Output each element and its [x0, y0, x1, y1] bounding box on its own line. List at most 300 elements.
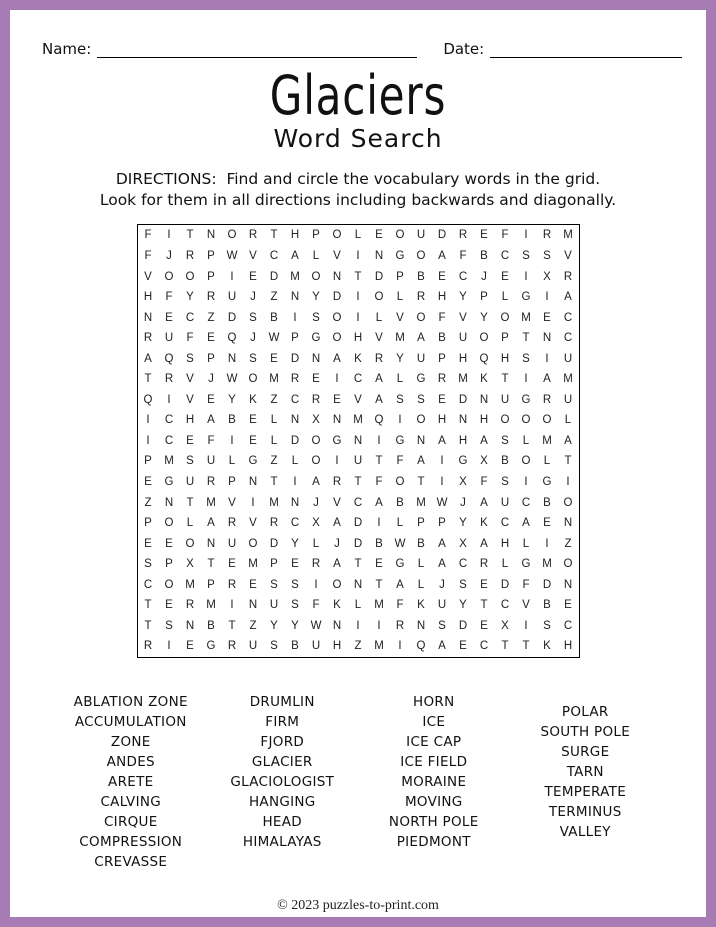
grid-letter: N: [332, 414, 342, 427]
grid-letter: N: [332, 270, 342, 283]
grid-letter: E: [270, 352, 278, 365]
grid-letter: F: [396, 455, 404, 468]
grid-letter: Y: [480, 311, 488, 324]
grid-letter: G: [164, 475, 174, 488]
grid-letter: L: [375, 311, 383, 324]
grid-letter: C: [143, 578, 153, 591]
grid-letter: E: [165, 537, 173, 550]
grid-letter: P: [207, 578, 215, 591]
grid-letter: F: [165, 291, 173, 304]
grid-letter: C: [479, 640, 489, 653]
grid-letter: U: [500, 496, 510, 509]
grid-letter: W: [310, 619, 322, 632]
grid-letter: O: [542, 414, 552, 427]
grid-letter: I: [377, 434, 381, 447]
grid-letter: H: [437, 414, 447, 427]
grid-letter: U: [185, 475, 195, 488]
grid-letter: A: [291, 249, 299, 262]
grid-letter: L: [270, 414, 278, 427]
grid-letter: D: [458, 393, 468, 406]
grid-letter: L: [270, 434, 278, 447]
grid-letter: A: [543, 373, 551, 386]
grid-letter: U: [416, 229, 426, 242]
grid-letter: E: [480, 619, 488, 632]
grid-letter: I: [377, 619, 381, 632]
grid-letter: G: [395, 434, 405, 447]
grid-letter: J: [250, 332, 256, 345]
grid-letter: S: [501, 475, 509, 488]
grid-letter: V: [249, 249, 257, 262]
grid-letter: B: [270, 311, 278, 324]
grid-letter: I: [146, 434, 150, 447]
grid-letter: R: [563, 270, 573, 283]
grid-letter: N: [374, 249, 384, 262]
word-item: TERMINUS: [548, 803, 622, 820]
grid-letter: V: [186, 373, 194, 386]
grid-letter: A: [522, 517, 530, 530]
date-label: Date:: [443, 40, 485, 58]
grid-letter: O: [563, 496, 573, 509]
grid-letter: E: [165, 599, 173, 612]
grid-letter: S: [165, 619, 173, 632]
word-list-column: [510, 692, 662, 872]
grid-letter: R: [479, 558, 489, 571]
grid-letter: U: [269, 599, 279, 612]
grid-letter: O: [332, 229, 342, 242]
grid-letter: S: [186, 455, 194, 468]
grid-letter: G: [521, 393, 531, 406]
word-item: FJORD: [260, 733, 305, 750]
grid-letter: T: [144, 373, 152, 386]
grid-letter: R: [269, 517, 279, 530]
grid-letter: H: [185, 414, 195, 427]
grid-letter: E: [249, 414, 257, 427]
grid-letter: B: [228, 414, 236, 427]
grid-letter: P: [312, 229, 320, 242]
grid-letter: X: [501, 619, 509, 632]
grid-letter: X: [480, 455, 488, 468]
word-item: MOVING: [404, 793, 463, 810]
grid-letter: T: [186, 229, 194, 242]
grid-letter: G: [395, 249, 405, 262]
grid-letter: G: [521, 558, 531, 571]
grid-letter: K: [543, 640, 551, 653]
grid-letter: H: [479, 414, 489, 427]
grid-letter: L: [228, 455, 236, 468]
grid-letter: I: [167, 229, 171, 242]
date-field: [443, 40, 682, 58]
grid-letter: N: [206, 229, 216, 242]
grid-letter: Y: [270, 619, 278, 632]
grid-letter: N: [416, 434, 426, 447]
word-item: NORTH POLE: [388, 813, 479, 830]
grid-letter: Z: [354, 640, 362, 653]
grid-letter: A: [480, 434, 488, 447]
grid-letter: C: [521, 496, 531, 509]
grid-letter: R: [143, 640, 153, 653]
grid-letter: T: [354, 558, 362, 571]
word-item: CIRQUE: [103, 813, 158, 830]
grid-letter: V: [375, 332, 383, 345]
grid-letter: A: [438, 434, 446, 447]
grid-letter: O: [416, 249, 426, 262]
word-item: CREVASSE: [94, 853, 168, 870]
grid-letter: N: [458, 414, 468, 427]
grid-letter: R: [164, 373, 174, 386]
grid-letter: E: [144, 475, 152, 488]
grid-letter: J: [334, 537, 340, 550]
grid-letter: M: [458, 373, 468, 386]
grid-letter: G: [206, 640, 216, 653]
grid-letter: M: [563, 373, 573, 386]
grid-letter: M: [542, 558, 552, 571]
grid-letter: I: [335, 455, 339, 468]
grid-letter: F: [144, 249, 152, 262]
grid-letter: M: [521, 311, 531, 324]
grid-letter: A: [438, 249, 446, 262]
word-list: [55, 692, 661, 872]
grid-letter: E: [207, 332, 215, 345]
grid-letter: M: [542, 434, 552, 447]
grid-letter: L: [543, 455, 551, 468]
grid-letter: V: [186, 393, 194, 406]
grid-letter: R: [290, 373, 300, 386]
grid-letter: O: [395, 475, 405, 488]
grid-letter: L: [186, 517, 194, 530]
grid-letter: J: [460, 496, 466, 509]
grid-letter: A: [438, 558, 446, 571]
word-item: ANDES: [106, 753, 155, 770]
grid-letter: I: [524, 373, 528, 386]
grid-letter: I: [440, 475, 444, 488]
grid-letter: R: [227, 640, 237, 653]
grid-letter: L: [501, 558, 509, 571]
grid-letter: I: [293, 475, 297, 488]
grid-letter: I: [356, 619, 360, 632]
grid-letter: F: [207, 434, 215, 447]
grid-letter: D: [353, 517, 363, 530]
grid-letter: I: [146, 414, 150, 427]
word-item: SURGE: [561, 743, 610, 760]
grid-letter: S: [438, 619, 446, 632]
grid-letter: S: [522, 352, 530, 365]
grid-letter: N: [353, 434, 363, 447]
grid-letter: C: [563, 311, 573, 324]
directions-line2: Look for them in all directions including backwards and diagonally.: [99, 191, 617, 210]
grid-letter: D: [269, 270, 279, 283]
copyright: © 2023 puzzles-to-print.com: [277, 897, 439, 913]
word-item: ARETE: [108, 773, 154, 790]
grid-letter: T: [354, 270, 362, 283]
word-item: ABLATION ZONE: [73, 693, 188, 710]
grid-letter: J: [439, 578, 445, 591]
grid-letter: S: [249, 352, 257, 365]
grid-letter: O: [311, 455, 321, 468]
grid-letter: A: [417, 455, 425, 468]
grid-letter: T: [564, 455, 572, 468]
grid-letter: E: [249, 578, 257, 591]
grid-letter: T: [522, 640, 530, 653]
grid-letter: R: [374, 352, 384, 365]
grid-letter: L: [291, 455, 299, 468]
grid-letter: A: [480, 537, 488, 550]
grid-letter: R: [332, 475, 342, 488]
grid-letter: P: [501, 332, 509, 345]
grid-letter: R: [458, 229, 468, 242]
grid-letter: Y: [186, 291, 194, 304]
grid-letter: E: [207, 393, 215, 406]
grid-letter: P: [291, 332, 299, 345]
grid-letter: N: [542, 332, 552, 345]
grid-letter: M: [269, 496, 279, 509]
grid-letter: U: [437, 599, 447, 612]
grid-letter: G: [542, 475, 552, 488]
grid-letter: C: [500, 599, 510, 612]
name-field: [42, 40, 417, 58]
grid-letter: F: [375, 475, 383, 488]
grid-letter: Z: [564, 537, 572, 550]
grid-letter: B: [501, 455, 509, 468]
grid-letter: K: [417, 599, 425, 612]
grid-letter: S: [270, 578, 278, 591]
grid-letter: Z: [270, 393, 278, 406]
grid-letter: G: [416, 373, 426, 386]
grid-letter: A: [333, 517, 341, 530]
grid-letter: I: [167, 640, 171, 653]
grid-letter: R: [542, 229, 552, 242]
grid-letter: E: [312, 373, 320, 386]
grid-letter: T: [186, 496, 194, 509]
grid-letter: M: [374, 640, 384, 653]
grid-letter: T: [501, 373, 509, 386]
word-item: POLAR: [561, 703, 609, 720]
grid-letter: I: [377, 517, 381, 530]
grid-letter: C: [500, 249, 510, 262]
grid-letter: Q: [227, 332, 237, 345]
grid-letter: I: [398, 414, 402, 427]
grid-letter: L: [522, 434, 530, 447]
grid-letter: N: [248, 475, 258, 488]
grid-letter: A: [207, 414, 215, 427]
directions-line1: DIRECTIONS: Find and circle the vocabulary words in the grid.: [115, 170, 601, 189]
grid-letter: R: [437, 373, 447, 386]
grid-letter: N: [416, 619, 426, 632]
grid-letter: I: [293, 311, 297, 324]
grid-letter: O: [479, 332, 489, 345]
grid-letter: V: [459, 311, 467, 324]
grid-letter: P: [417, 517, 425, 530]
grid-letter: T: [522, 332, 530, 345]
word-item: ICE CAP: [406, 733, 462, 750]
grid-letter: O: [500, 414, 510, 427]
grid-letter: D: [500, 578, 510, 591]
grid-letter: Q: [374, 414, 384, 427]
grid-letter: E: [186, 434, 194, 447]
grid-letter: M: [353, 414, 363, 427]
grid-letter: F: [438, 311, 446, 324]
grid-letter: E: [333, 393, 341, 406]
grid-letter: P: [396, 270, 404, 283]
grid-letter: L: [312, 249, 320, 262]
grid-letter: B: [543, 496, 551, 509]
grid-letter: G: [395, 558, 405, 571]
grid-letter: J: [208, 373, 214, 386]
grid-letter: I: [524, 475, 528, 488]
name-date-row: [42, 40, 674, 58]
grid-letter: P: [438, 352, 446, 365]
grid-letter: L: [396, 517, 404, 530]
grid-letter: R: [395, 619, 405, 632]
grid-letter: O: [332, 332, 342, 345]
grid-letter: V: [333, 496, 341, 509]
grid-letter: N: [164, 496, 174, 509]
grid-letter: X: [459, 537, 467, 550]
grid-letter: M: [374, 599, 384, 612]
grid-letter: T: [270, 229, 278, 242]
grid-letter: H: [500, 352, 510, 365]
grid-letter: E: [459, 640, 467, 653]
grid-letter: D: [227, 311, 237, 324]
grid-letter: D: [437, 229, 447, 242]
grid-letter: C: [563, 619, 573, 632]
grid-letter: I: [566, 475, 570, 488]
grid-letter: P: [144, 455, 152, 468]
grid-letter: B: [207, 619, 215, 632]
grid-letter: C: [164, 434, 174, 447]
grid-letter: O: [374, 291, 384, 304]
grid-letter: C: [185, 311, 195, 324]
grid-letter: B: [480, 249, 488, 262]
grid-letter: T: [375, 578, 383, 591]
grid-letter: R: [185, 249, 195, 262]
grid-letter: R: [416, 291, 426, 304]
grid-letter: E: [543, 311, 551, 324]
word-item: DRUMLIN: [249, 693, 315, 710]
grid-letter: C: [563, 332, 573, 345]
grid-letter: L: [354, 229, 362, 242]
grid-letter: U: [227, 537, 237, 550]
grid-letter: N: [290, 414, 300, 427]
word-item: HORN: [413, 693, 455, 710]
grid-letter: R: [227, 578, 237, 591]
grid-letter: U: [206, 455, 216, 468]
grid-letter: Z: [144, 496, 152, 509]
grid-letter: O: [185, 537, 195, 550]
grid-letter: G: [332, 434, 342, 447]
grid-letter: X: [459, 475, 467, 488]
word-item: ICE FIELD: [400, 753, 468, 770]
grid-letter: L: [417, 558, 425, 571]
grid-letter: C: [458, 558, 468, 571]
grid-letter: H: [143, 291, 153, 304]
grid-letter: E: [249, 270, 257, 283]
grid-letter: Z: [270, 455, 278, 468]
grid-letter: S: [312, 311, 320, 324]
word-item: PIEDMONT: [396, 833, 471, 850]
grid-letter: R: [311, 558, 321, 571]
grid-letter: V: [354, 393, 362, 406]
grid-letter: A: [207, 517, 215, 530]
grid-letter: N: [332, 619, 342, 632]
grid-letter: A: [480, 496, 488, 509]
grid-letter: V: [564, 249, 572, 262]
grid-letter: F: [480, 475, 488, 488]
word-item: HIMALAYAS: [242, 833, 322, 850]
grid-letter: O: [395, 229, 405, 242]
grid-letter: T: [207, 558, 215, 571]
grid-letter: I: [356, 291, 360, 304]
grid-letter: N: [206, 537, 216, 550]
grid-letter: A: [396, 578, 404, 591]
grid-letter: I: [335, 373, 339, 386]
word-item: HANGING: [248, 793, 316, 810]
grid-letter: P: [165, 558, 173, 571]
word-item: GLACIER: [251, 753, 313, 770]
grid-letter: H: [500, 537, 510, 550]
grid-letter: N: [563, 517, 573, 530]
grid-letter: W: [436, 496, 448, 509]
word-list-column: [55, 692, 207, 872]
grid-letter: Q: [143, 393, 153, 406]
grid-letter: M: [416, 496, 426, 509]
grid-letter: I: [230, 599, 234, 612]
grid-letter: W: [268, 332, 280, 345]
grid-letter: V: [228, 496, 236, 509]
grid-letter: D: [353, 537, 363, 550]
grid-letter: T: [144, 619, 152, 632]
word-item: FIRM: [265, 713, 300, 730]
grid-letter: H: [332, 640, 342, 653]
grid-letter: F: [501, 229, 509, 242]
grid-letter: B: [396, 496, 404, 509]
grid-letter: M: [206, 599, 216, 612]
grid-letter: L: [396, 291, 404, 304]
grid-letter: S: [522, 249, 530, 262]
grid-letter: X: [543, 270, 551, 283]
grid-letter: K: [480, 517, 488, 530]
grid-letter: O: [311, 270, 321, 283]
word-list-column: [358, 692, 510, 872]
grid-letter: I: [356, 249, 360, 262]
grid-letter: B: [438, 332, 446, 345]
grid-letter: U: [248, 640, 258, 653]
grid-letter: D: [269, 537, 279, 550]
grid-letter: O: [248, 373, 258, 386]
grid-letter: P: [438, 517, 446, 530]
grid-letter: O: [311, 434, 321, 447]
grid-letter: C: [353, 496, 363, 509]
grid-letter: E: [480, 229, 488, 242]
word-list-column: [207, 692, 359, 872]
grid-letter: T: [480, 599, 488, 612]
grid-letter: Q: [164, 352, 174, 365]
grid-letter: E: [480, 578, 488, 591]
grid-letter: P: [270, 558, 278, 571]
grid-letter: E: [543, 517, 551, 530]
grid-letter: T: [270, 475, 278, 488]
grid-letter: M: [290, 270, 300, 283]
grid-letter: M: [164, 455, 174, 468]
grid-letter: V: [396, 311, 404, 324]
grid-letter: I: [524, 619, 528, 632]
grid-letter: E: [564, 599, 572, 612]
grid-letter: N: [290, 291, 300, 304]
grid-letter: M: [185, 578, 195, 591]
grid-letter: S: [396, 393, 404, 406]
grid-letter: O: [185, 270, 195, 283]
grid-letter: A: [375, 393, 383, 406]
grid-letter: L: [354, 599, 362, 612]
